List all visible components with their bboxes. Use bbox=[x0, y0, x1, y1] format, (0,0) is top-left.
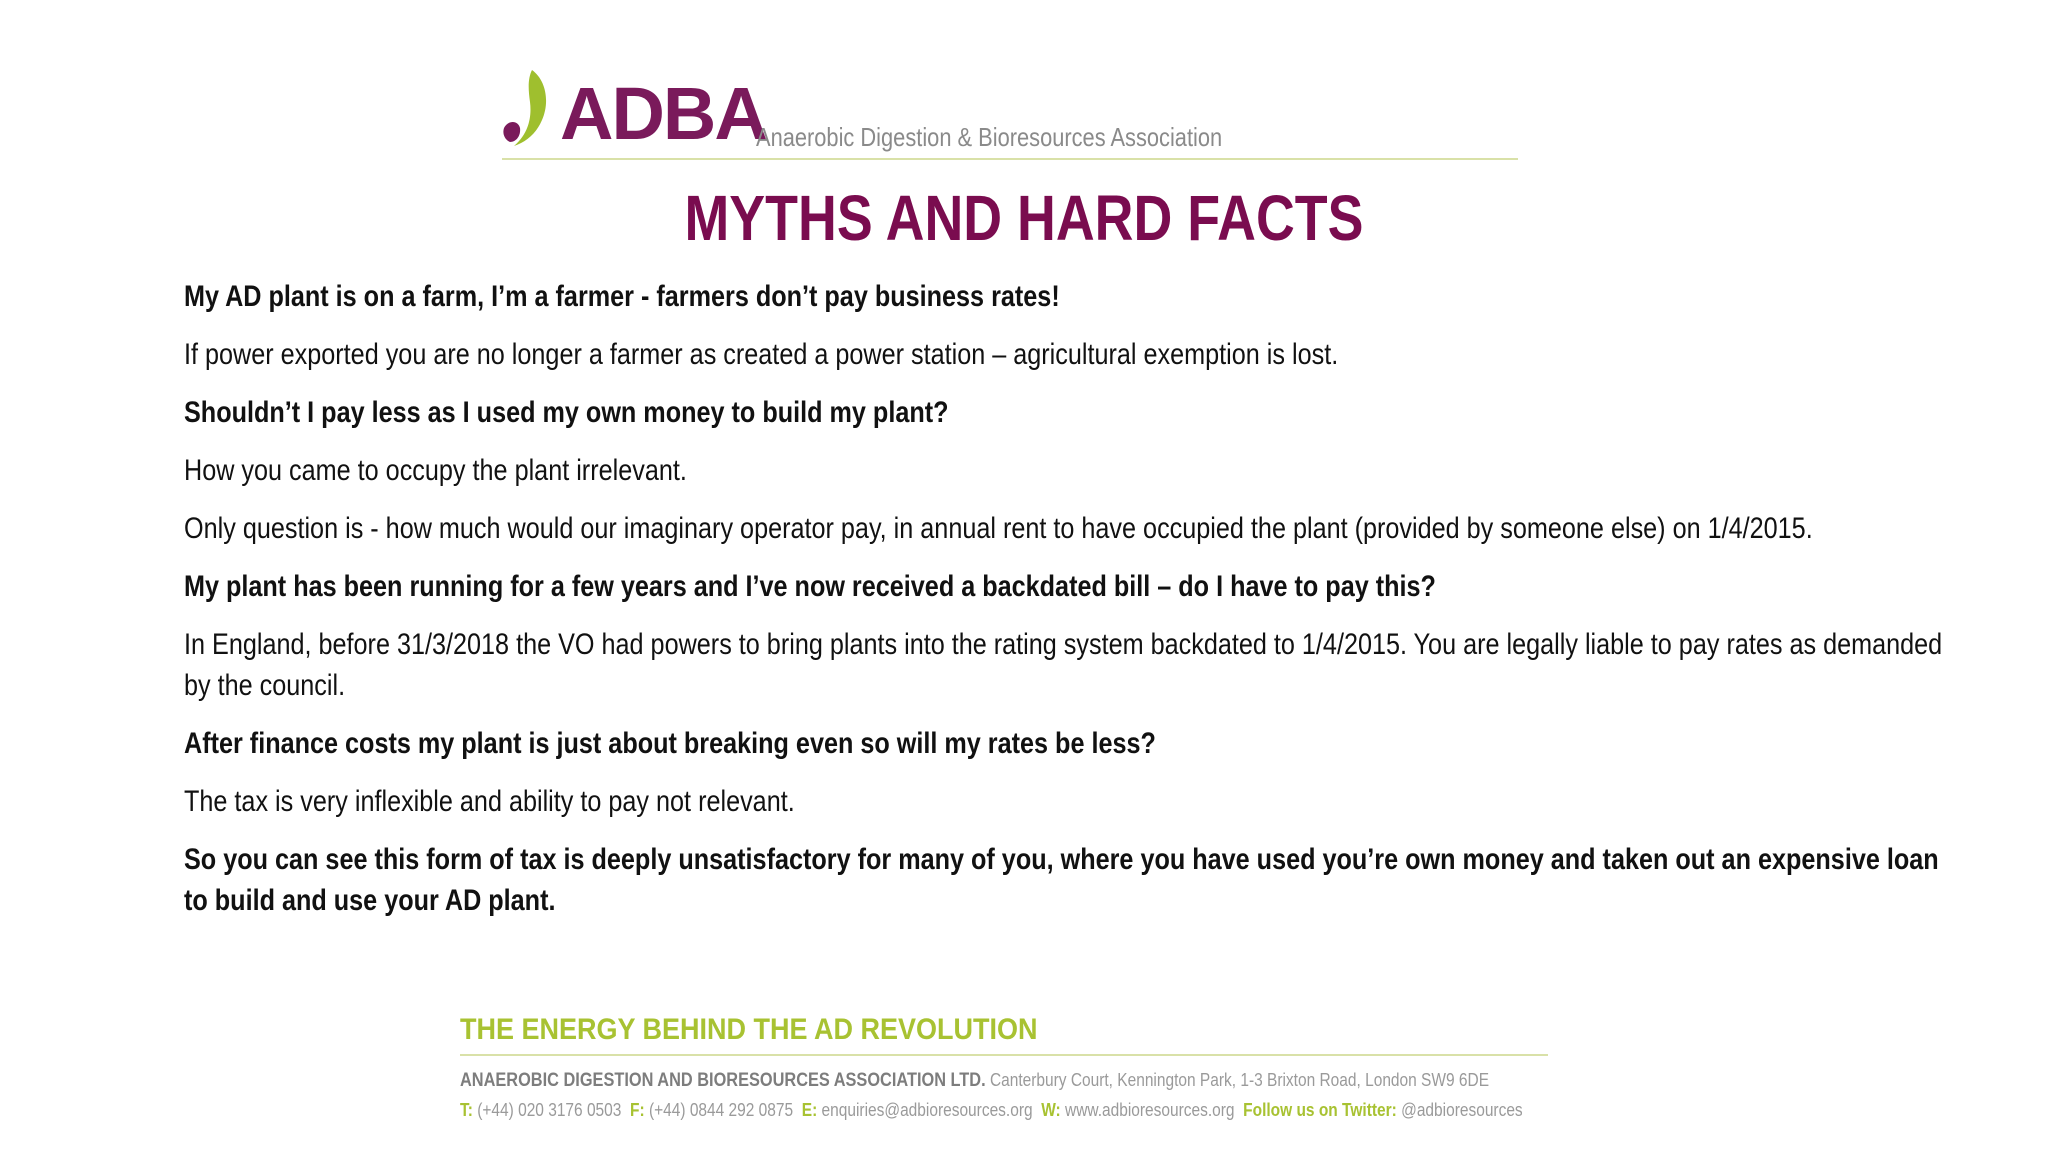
footer-twitter-link[interactable]: @adbioresources bbox=[1401, 1100, 1523, 1120]
answer-paragraph: The tax is very inflexible and ability to pay not relevant. bbox=[184, 785, 795, 818]
footer-address-line bbox=[460, 1068, 1489, 1093]
tel-label: T: bbox=[460, 1100, 473, 1120]
question-paragraph: Shouldn’t I pay less as I used my own money to build my plant? bbox=[184, 396, 949, 429]
answer-paragraph: In England, before 31/3/2018 the VO had powers to bring plants into the rating system backdated to 1/4/2015. You are legally liable to pay rates as demanded by the council. bbox=[184, 628, 1943, 702]
footer-tel: (+44) 020 3176 0503 bbox=[477, 1100, 622, 1120]
answer-paragraph: How you came to occupy the plant irrelevant. bbox=[184, 454, 687, 487]
twitter-label: Follow us on Twitter: bbox=[1243, 1100, 1397, 1120]
footer-address: Canterbury Court, Kennington Park, 1-3 Brixton Road, London SW9 6DE bbox=[989, 1070, 1490, 1090]
question-paragraph: My AD plant is on a farm, I’m a farmer - farmers don’t pay business rates! bbox=[184, 280, 1060, 313]
footer-web-link[interactable]: www.adbioresources.org bbox=[1065, 1100, 1235, 1120]
footer-email-link[interactable]: enquiries@adbioresources.org bbox=[821, 1100, 1033, 1120]
adba-header bbox=[502, 60, 1518, 160]
footer-org-name: ANAEROBIC DIGESTION AND BIORESOURCES ASSOCIATION LTD. bbox=[460, 1070, 986, 1091]
conclusion-paragraph: So you can see this form of tax is deeply unsatisfactory for many of you, where you have used you’re own money and taken out an expensive loan to build and use your AD plant. bbox=[184, 843, 1939, 917]
footer bbox=[460, 1010, 1550, 1130]
logo-tagline: Anaerobic Digestion & Bioresources Association bbox=[756, 122, 1223, 152]
header-divider bbox=[502, 158, 1518, 160]
leaf-logo-icon bbox=[502, 68, 556, 150]
answer-paragraph: Only question is - how much would our imaginary operator pay, in annual rent to have occupied the plant (provided by someone else) on 1/4/2015. bbox=[184, 512, 1813, 545]
logo-wordmark: ADBA bbox=[560, 72, 766, 155]
footer-fax: (+44) 0844 292 0875 bbox=[648, 1100, 794, 1120]
email-label: E: bbox=[801, 1100, 818, 1120]
question-paragraph: After finance costs my plant is just about breaking even so will my rates be less? bbox=[184, 727, 1156, 760]
question-paragraph: My plant has been running for a few years and I’ve now received a backdated bill – do I have to pay this? bbox=[184, 570, 1436, 603]
footer-contact-line bbox=[460, 1098, 1523, 1122]
fax-label: F: bbox=[630, 1100, 645, 1120]
footer-slogan: THE ENERGY BEHIND THE AD REVOLUTION bbox=[460, 1013, 1038, 1046]
footer-divider bbox=[460, 1054, 1548, 1056]
content-body bbox=[184, 276, 1944, 938]
page-title: MYTHS AND HARD FACTS bbox=[684, 182, 1364, 254]
web-label: W: bbox=[1041, 1100, 1061, 1120]
answer-paragraph: If power exported you are no longer a farmer as created a power station – agricultural exemption is lost. bbox=[184, 338, 1339, 371]
